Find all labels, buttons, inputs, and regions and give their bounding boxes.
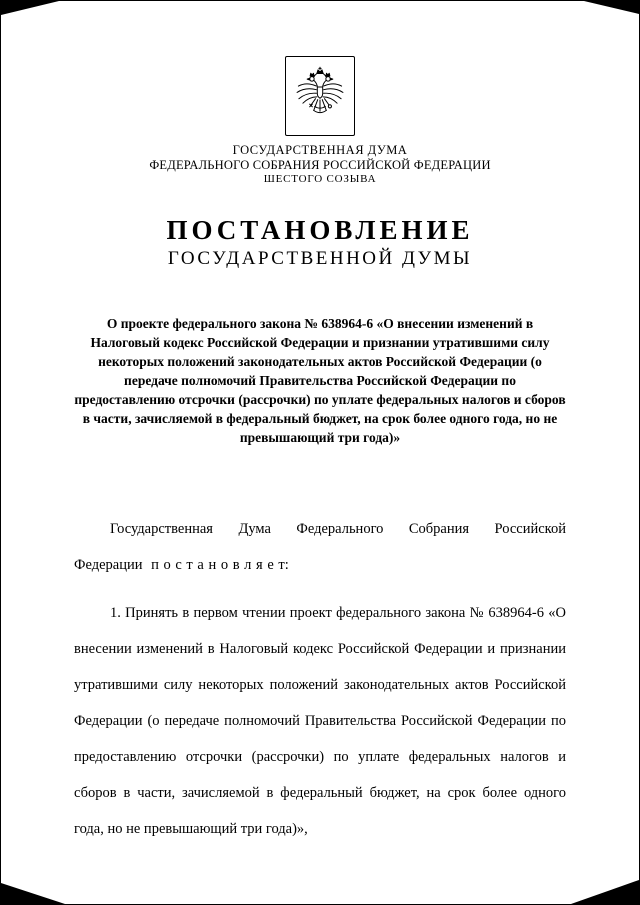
coat-of-arms-frame: [285, 56, 355, 136]
scan-corner-mark-bottom-right: [571, 880, 639, 904]
org-convocation-line: ШЕСТОГО СОЗЫВА: [263, 173, 377, 185]
scan-corner-mark-bottom-left: [1, 883, 65, 904]
resolution-title: ПОСТАНОВЛЕНИЕ: [166, 215, 474, 245]
double-headed-eagle-icon: [293, 65, 347, 127]
body-paragraph-resolves: [74, 511, 566, 583]
scan-corner-mark-top-right: [584, 1, 639, 14]
body-paragraph-item1: 1. Принять в первом чтении проект федерального закона № 638964-6 «О внесении изменений в Налоговый кодекс Российской Федерации и признании утратившими силу некоторых положений законодательных актов Российской Федерации (о передаче полномочий Правительства Российской Федерации по предоставлению отсрочки (рассрочки) по уплате федеральных налогов и сборов в части, зачисляемой в федеральный бюджет, на срок более одного года, но не превышающий три года)»,: [74, 605, 566, 837]
org-name-line1: ГОСУДАРСТВЕННАЯ ДУМА: [232, 143, 408, 157]
org-name-line2: ФЕДЕРАЛЬНОГО СОБРАНИЯ РОССИЙСКОЙ ФЕДЕРАЦИИ: [149, 158, 491, 172]
resolution-subject: О проекте федерального закона № 638964-6 «О внесении изменений в Налоговый кодекс Российской Федерации и признании утратившими силу некоторых положений законодательных актов Российской Федерации (о передаче полномочий Правительства Российской Федерации по предоставлению отсрочки (рассрочки) по уплате федеральных налогов и сборов в части, зачисляемой в федеральный бюджет, на срок более одного года, но не превышающий три года)»: [74, 316, 566, 445]
resolves-intro-text: Государственная Дума Федерального Собрания Российской Федерации: [74, 521, 566, 573]
resolution-subtitle: ГОСУДАРСТВЕННОЙ ДУМЫ: [167, 248, 473, 269]
resolves-verb-text: п о с т а н о в л я е т:: [151, 557, 289, 573]
scan-corner-mark-top-left: [1, 1, 59, 15]
